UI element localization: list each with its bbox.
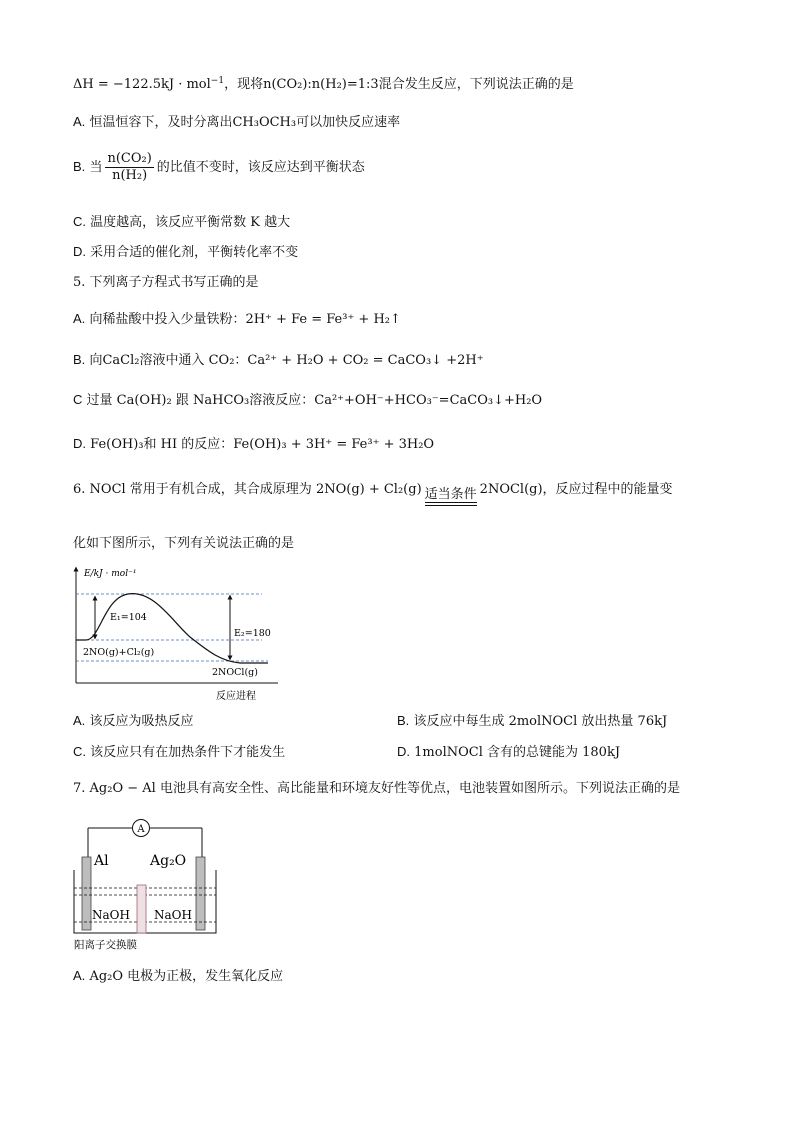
q5-option-c[interactable] — [73, 391, 542, 410]
q4-option-b-pre: 当 — [89, 160, 103, 175]
q4-ratio: n(CO₂):n(H₂)=1:3 — [263, 77, 379, 92]
right-electrode-label: Ag₂O — [150, 853, 187, 869]
right-electrode — [196, 857, 205, 930]
q6-option-b-text: 该反应中每生成 2molNOCl 放出热量 76kJ — [413, 714, 668, 729]
q5-option-a-text: 向稀盐酸中投入少量铁粉：2H⁺ + Fe = Fe³⁺ + H₂↑ — [89, 312, 401, 327]
q7-option-a[interactable] — [73, 967, 283, 986]
q6-stem-1: 6. NOCl 常用于有机合成，其合成原理为 2NO(g) + Cl₂(g) — [73, 482, 422, 497]
q4-option-d-letter: D. — [73, 244, 86, 259]
q4-stem-tail: 混合发生反应，下列说法正确的是 — [378, 77, 574, 92]
q6-option-d-text: 1molNOCl 含有的总键能为 180kJ — [414, 745, 621, 760]
q5-option-c-text: 过量 Ca(OH)₂ 跟 NaHCO₃溶液反应：Ca²⁺+OH⁻+HCO₃⁻=CaCO₃↓+H₂O — [86, 393, 543, 408]
product-label: 2NOCl(g) — [212, 667, 258, 678]
left-electrode — [82, 857, 91, 930]
q4-option-a-letter: A. — [73, 114, 86, 129]
q6-stem-2: 2NOCl(g)，反应过程中的能量变 — [479, 482, 673, 497]
q6-stem-line-1 — [73, 473, 673, 506]
q5-option-b-text: 向CaCl₂溶液中通入 CO₂：Ca²⁺ + H₂O + CO₂ = CaCO₃↓ +2H⁺ — [89, 353, 484, 368]
q6-option-c-letter: C. — [73, 744, 86, 759]
q4-option-d-text: 采用合适的催化剂，平衡转化率不变 — [90, 245, 299, 260]
q6-option-c[interactable] — [73, 743, 285, 762]
reactants-label: 2NO(g)+Cl₂(g) — [83, 647, 155, 658]
q6-option-d[interactable] — [397, 743, 620, 762]
q4-option-a-text-1: 恒温恒容下，及时分离出 — [89, 115, 233, 130]
q5-stem: 5. 下列离子方程式书写正确的是 — [73, 275, 259, 290]
q4-option-b[interactable] — [73, 150, 365, 185]
q4-option-b-post: 的比值不变时，该反应达到平衡状态 — [156, 160, 365, 175]
membrane-label: 阳离子交换膜 — [74, 939, 137, 951]
q6-option-a-text: 该反应为吸热反应 — [89, 714, 194, 729]
q6-option-d-letter: D. — [397, 744, 410, 759]
q4-option-c-text: 温度越高，该反应平衡常数 K 越大 — [90, 215, 291, 230]
q7-option-a-letter: A. — [73, 968, 86, 983]
q7-option-a-text: Ag₂O 电极为正极，发生氧化反应 — [89, 969, 284, 984]
q6-option-c-text: 该反应只有在加热条件下才能发生 — [90, 745, 286, 760]
q4-option-b-fraction — [105, 151, 153, 184]
q6-option-b[interactable] — [397, 712, 667, 731]
ammeter-label: A — [137, 824, 145, 835]
q4-option-b-numerator: n(CO₂) — [107, 151, 152, 166]
left-electrode-label: Al — [94, 853, 109, 869]
q4-option-d[interactable] — [73, 243, 298, 262]
q6-condition: 适当条件 — [424, 487, 477, 502]
q6-equilibrium-sign — [425, 487, 477, 506]
q6-double-bar — [425, 502, 477, 506]
q5-option-b-letter: B. — [73, 352, 86, 367]
q5-option-b[interactable] — [73, 351, 484, 370]
left-solution-label: NaOH — [92, 908, 130, 922]
q4-stem — [73, 72, 574, 94]
membrane — [137, 885, 146, 933]
q4-option-a-text-2: 可以加快反应速率 — [296, 115, 401, 130]
q4-option-a-formula: CH₃OCH₃ — [232, 115, 297, 130]
right-solution-label: NaOH — [154, 908, 192, 922]
q4-option-c-letter: C. — [73, 214, 86, 229]
y-axis-label: E/kJ · mol⁻¹ — [84, 569, 137, 579]
e1-label: E₁=104 — [110, 612, 147, 623]
q5-option-d-letter: D. — [73, 436, 86, 451]
q4-stem-mid: ，现将 — [224, 77, 264, 92]
q6-option-a[interactable] — [73, 712, 193, 731]
q5-option-c-letter: C — [73, 392, 83, 407]
q6-option-b-letter: B. — [397, 713, 410, 728]
q5-option-d-text: Fe(OH)₃和 HI 的反应：Fe(OH)₃ + 3H⁺ = Fe³⁺ + 3H₂O — [90, 437, 435, 452]
q7-battery-diagram — [70, 815, 220, 955]
x-axis-label: 反应进程 — [216, 691, 256, 702]
q6-stem-3: 化如下图所示，下列有关说法正确的是 — [73, 536, 295, 551]
q6-energy-diagram — [62, 563, 284, 705]
q4-stem-lead-sup: −1 — [210, 76, 225, 86]
q5-option-a[interactable] — [73, 310, 401, 329]
q6-option-a-letter: A. — [73, 713, 86, 728]
q4-option-a[interactable] — [73, 113, 400, 132]
q5-option-d[interactable] — [73, 435, 434, 454]
q4-option-b-letter: B. — [73, 159, 86, 174]
q7-stem: 7. Ag₂O − Al 电池具有高安全性、高比能量和环境友好性等优点，电池装置如图所示。下列说法正确的是 — [73, 781, 680, 796]
q4-option-c[interactable] — [73, 213, 290, 232]
q4-option-b-denominator: n(H₂) — [112, 168, 148, 183]
q4-stem-lead: ΔH = −122.5kJ · mol — [73, 77, 211, 92]
q5-option-a-letter: A. — [73, 311, 86, 326]
e2-label: E₂=180 — [234, 628, 271, 639]
